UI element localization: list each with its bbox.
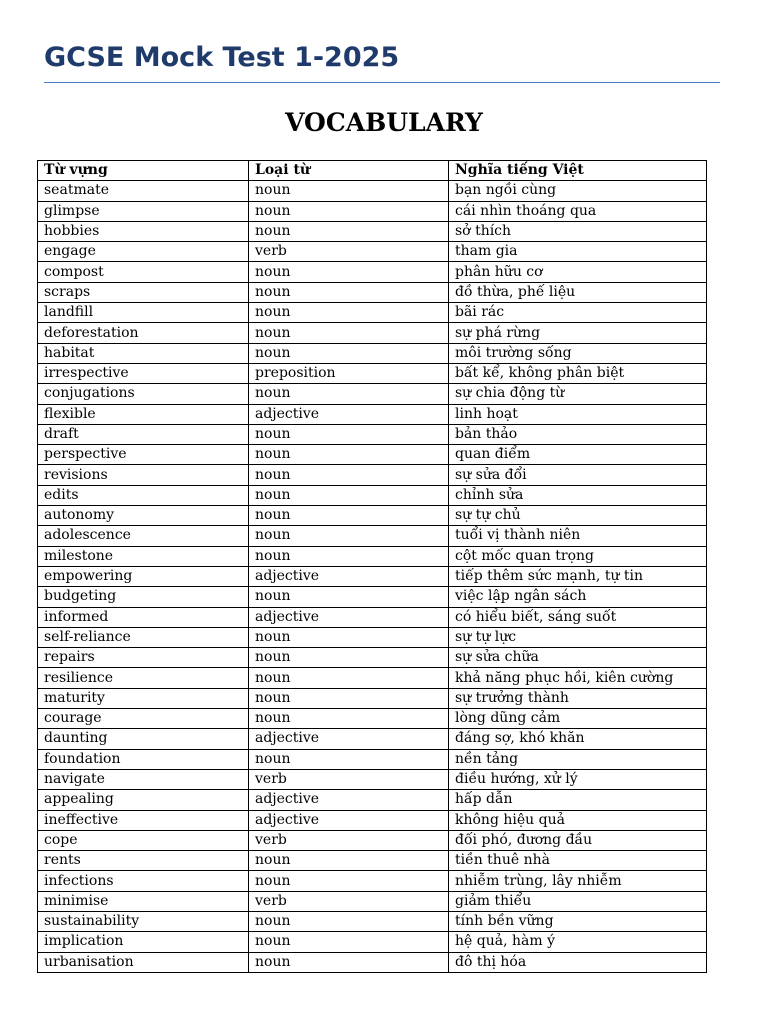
cell-word-type: noun: [249, 648, 449, 668]
cell-word-type: noun: [249, 323, 449, 343]
cell-word-type: adjective: [249, 790, 449, 810]
column-header-meaning: Nghĩa tiếng Việt: [449, 161, 707, 181]
cell-word: edits: [38, 485, 249, 505]
table-row: [38, 688, 707, 708]
cell-word-type: noun: [249, 688, 449, 708]
cell-word-type: noun: [249, 424, 449, 444]
cell-meaning: tính bền vững: [449, 911, 707, 931]
cell-word: deforestation: [38, 323, 249, 343]
cell-meaning: nhiễm trùng, lây nhiễm: [449, 871, 707, 891]
table-row: [38, 201, 707, 221]
table-row: [38, 566, 707, 586]
cell-word-type: noun: [249, 343, 449, 363]
table-row: [38, 810, 707, 830]
table-row: [38, 526, 707, 546]
table-row: [38, 546, 707, 566]
cell-word: urbanisation: [38, 952, 249, 972]
section-heading: VOCABULARY: [285, 108, 483, 137]
table-row: [38, 445, 707, 465]
cell-word-type: noun: [249, 262, 449, 282]
cell-word: autonomy: [38, 506, 249, 526]
cell-word: flexible: [38, 404, 249, 424]
cell-word-type: noun: [249, 445, 449, 465]
cell-meaning: đối phó, đương đầu: [449, 830, 707, 850]
cell-word: empowering: [38, 566, 249, 586]
cell-meaning: tham gia: [449, 242, 707, 262]
cell-word: courage: [38, 709, 249, 729]
cell-word-type: adjective: [249, 729, 449, 749]
vocabulary-table: [37, 160, 707, 973]
table-row: [38, 384, 707, 404]
cell-meaning: việc lập ngân sách: [449, 587, 707, 607]
cell-meaning: tiền thuê nhà: [449, 851, 707, 871]
cell-meaning: phân hữu cơ: [449, 262, 707, 282]
cell-word: milestone: [38, 546, 249, 566]
cell-word-type: noun: [249, 952, 449, 972]
cell-word: daunting: [38, 729, 249, 749]
table-row: [38, 242, 707, 262]
cell-word: sustainability: [38, 911, 249, 931]
cell-word: revisions: [38, 465, 249, 485]
cell-word-type: noun: [249, 911, 449, 931]
cell-word: informed: [38, 607, 249, 627]
cell-word: self-reliance: [38, 627, 249, 647]
cell-word-type: preposition: [249, 363, 449, 383]
cell-meaning: cái nhìn thoáng qua: [449, 201, 707, 221]
cell-meaning: bản thảo: [449, 424, 707, 444]
document-title: GCSE Mock Test 1-2025: [44, 42, 400, 73]
cell-meaning: đồ thừa, phế liệu: [449, 282, 707, 302]
table-row: [38, 181, 707, 201]
cell-word: draft: [38, 424, 249, 444]
cell-word: resilience: [38, 668, 249, 688]
cell-word: cope: [38, 830, 249, 850]
cell-word: rents: [38, 851, 249, 871]
cell-word: implication: [38, 932, 249, 952]
cell-word-type: noun: [249, 668, 449, 688]
cell-word: compost: [38, 262, 249, 282]
cell-word-type: noun: [249, 201, 449, 221]
cell-meaning: khả năng phục hồi, kiên cường: [449, 668, 707, 688]
cell-word: maturity: [38, 688, 249, 708]
cell-word: landfill: [38, 303, 249, 323]
table-row: [38, 221, 707, 241]
cell-word: seatmate: [38, 181, 249, 201]
cell-word-type: verb: [249, 242, 449, 262]
cell-word-type: noun: [249, 587, 449, 607]
cell-meaning: bãi rác: [449, 303, 707, 323]
table-row: [38, 282, 707, 302]
table-row: [38, 363, 707, 383]
table-row: [38, 769, 707, 789]
cell-word-type: noun: [249, 282, 449, 302]
cell-word: minimise: [38, 891, 249, 911]
cell-word: engage: [38, 242, 249, 262]
cell-meaning: bất kể, không phân biệt: [449, 363, 707, 383]
cell-word: scraps: [38, 282, 249, 302]
cell-meaning: đáng sợ, khó khăn: [449, 729, 707, 749]
cell-word-type: verb: [249, 830, 449, 850]
cell-word: infections: [38, 871, 249, 891]
cell-meaning: sự chia động từ: [449, 384, 707, 404]
document-header: [44, 38, 720, 78]
cell-word: perspective: [38, 445, 249, 465]
title-divider: [44, 82, 720, 83]
cell-word: budgeting: [38, 587, 249, 607]
table-row: [38, 404, 707, 424]
table-row: [38, 648, 707, 668]
cell-meaning: quan điểm: [449, 445, 707, 465]
cell-meaning: điều hướng, xử lý: [449, 769, 707, 789]
table-row: [38, 729, 707, 749]
cell-word-type: noun: [249, 749, 449, 769]
table-row: [38, 465, 707, 485]
table-row: [38, 709, 707, 729]
table-row: [38, 627, 707, 647]
table-row: [38, 424, 707, 444]
column-header-word: Từ vựng: [38, 161, 249, 181]
cell-word: foundation: [38, 749, 249, 769]
cell-meaning: sự phá rừng: [449, 323, 707, 343]
cell-meaning: tiếp thêm sức mạnh, tự tin: [449, 566, 707, 586]
table-row: [38, 851, 707, 871]
cell-meaning: môi trường sống: [449, 343, 707, 363]
cell-word: hobbies: [38, 221, 249, 241]
table-row: [38, 871, 707, 891]
cell-word-type: verb: [249, 891, 449, 911]
cell-word: navigate: [38, 769, 249, 789]
table-row: [38, 343, 707, 363]
cell-word-type: noun: [249, 303, 449, 323]
table-row: [38, 262, 707, 282]
cell-meaning: hệ quả, hàm ý: [449, 932, 707, 952]
cell-word: adolescence: [38, 526, 249, 546]
cell-meaning: tuổi vị thành niên: [449, 526, 707, 546]
table-row: [38, 323, 707, 343]
cell-word-type: noun: [249, 526, 449, 546]
cell-meaning: sự trưởng thành: [449, 688, 707, 708]
cell-meaning: lòng dũng cảm: [449, 709, 707, 729]
cell-word: habitat: [38, 343, 249, 363]
cell-meaning: sự tự lực: [449, 627, 707, 647]
cell-word-type: noun: [249, 221, 449, 241]
table-row: [38, 303, 707, 323]
cell-meaning: linh hoạt: [449, 404, 707, 424]
table-row: [38, 506, 707, 526]
cell-meaning: đô thị hóa: [449, 952, 707, 972]
cell-word-type: adjective: [249, 404, 449, 424]
cell-word-type: noun: [249, 932, 449, 952]
table-row: [38, 485, 707, 505]
cell-meaning: sự tự chủ: [449, 506, 707, 526]
table-row: [38, 891, 707, 911]
cell-meaning: hấp dẫn: [449, 790, 707, 810]
cell-meaning: nền tảng: [449, 749, 707, 769]
cell-word: glimpse: [38, 201, 249, 221]
cell-word-type: adjective: [249, 566, 449, 586]
table-row: [38, 952, 707, 972]
cell-meaning: có hiểu biết, sáng suốt: [449, 607, 707, 627]
table-body: [38, 181, 707, 973]
cell-word-type: verb: [249, 769, 449, 789]
cell-word-type: noun: [249, 546, 449, 566]
cell-word: conjugations: [38, 384, 249, 404]
cell-word-type: noun: [249, 485, 449, 505]
table-row: [38, 830, 707, 850]
cell-meaning: cột mốc quan trọng: [449, 546, 707, 566]
cell-word: irrespective: [38, 363, 249, 383]
table-row: [38, 587, 707, 607]
table-row: [38, 749, 707, 769]
cell-meaning: sự sửa đổi: [449, 465, 707, 485]
cell-word: repairs: [38, 648, 249, 668]
cell-word-type: noun: [249, 506, 449, 526]
cell-meaning: không hiệu quả: [449, 810, 707, 830]
cell-meaning: bạn ngồi cùng: [449, 181, 707, 201]
cell-word-type: adjective: [249, 607, 449, 627]
cell-word-type: noun: [249, 709, 449, 729]
cell-word-type: noun: [249, 384, 449, 404]
cell-meaning: sở thích: [449, 221, 707, 241]
table-row: [38, 607, 707, 627]
table-header-row: [38, 161, 707, 181]
column-header-word-type: Loại từ: [249, 161, 449, 181]
cell-word-type: noun: [249, 871, 449, 891]
cell-word-type: noun: [249, 181, 449, 201]
cell-word-type: noun: [249, 627, 449, 647]
cell-word-type: noun: [249, 851, 449, 871]
cell-meaning: chỉnh sửa: [449, 485, 707, 505]
table-row: [38, 911, 707, 931]
cell-word-type: adjective: [249, 810, 449, 830]
cell-meaning: giảm thiểu: [449, 891, 707, 911]
table-row: [38, 668, 707, 688]
table-row: [38, 932, 707, 952]
cell-word: ineffective: [38, 810, 249, 830]
cell-word-type: noun: [249, 465, 449, 485]
table-row: [38, 790, 707, 810]
cell-meaning: sự sửa chữa: [449, 648, 707, 668]
cell-word: appealing: [38, 790, 249, 810]
